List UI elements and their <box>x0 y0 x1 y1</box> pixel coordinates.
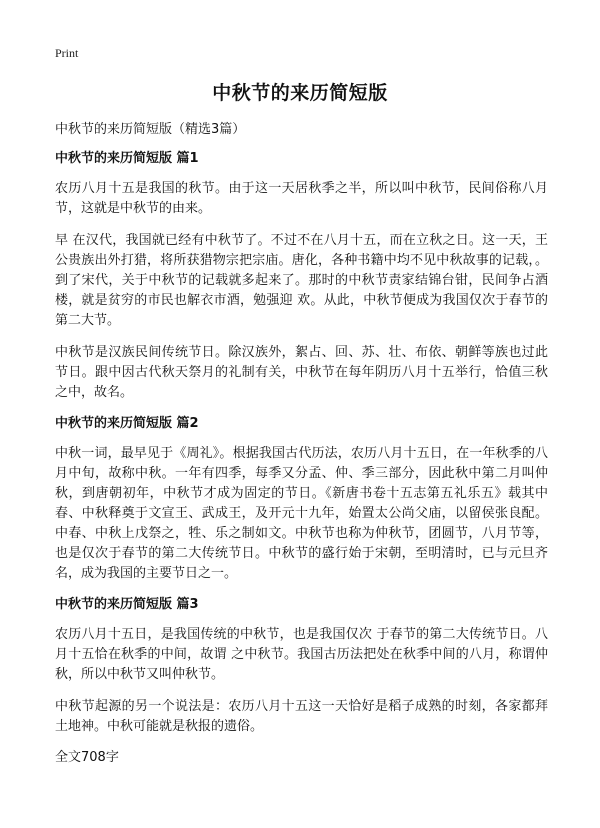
paragraph: 中秋节是汉族民间传统节日。除汉族外，絮占、回、苏、壮、布依、朝鲜等族也过此节日。跟中因古代秋天祭月的礼制有关，中秋节在每年阴历八月十五举行，恰值三秋之中，故名。 <box>55 345 548 400</box>
paragraph: 早 在汉代，我国就已经有中秋节了。不过不在八月十五，而在立秋之日。这一天，王公贵族出外打猎，将所获猎物宗把宗庙。唐化，各种书籍中均不见中秋故事的记载，。到了宋代，关于中秋节的记载就多起来了。那时的中秋节责家结锦台钳，民间争占酒楼，就是贫穷的市民也解衣市酒，勉强迎 欢。从此，中秋节便成为我国仅次于春节的第二大节。 <box>55 233 548 328</box>
section-1 <box>55 150 548 403</box>
section-2 <box>55 415 548 584</box>
paragraph: 中秋节起源的另一个说法是：农历八月十五这一天恰好是稻子成熟的时刻，各家都拜土地神。中秋可能就是秋报的遗俗。 <box>55 699 548 734</box>
document-body <box>55 121 548 767</box>
section-heading: 中秋节的来历简短版 篇1 <box>55 151 199 166</box>
word-count: 全文708字 <box>55 750 119 765</box>
paragraph: 中秋一词，最早见于《周礼》。根据我国古代历法，农历八月十五日，在一年秋季的八月中旬，故称中秋。一年有四季，每季又分孟、仲、季三部分，因此秋中第二月叫仲秋，到唐朝初年，中秋节才成为固定的节日。《新唐书卷十五志第五礼乐五》载其中春、中秋释奠于文宣王、武成王，及开元十九年，始置太公尚父庙，以留侯张良配。中春、中秋上戊祭之，牲、乐之制如文。中秋节也称为仲秋节，团圆节，八月节等，也是仅次于春节的第二大传统节日。中秋节的盛行始于宋朝，至明清时，已与元旦齐名，成为我国的主要节日之一。 <box>55 446 548 581</box>
print-link[interactable]: Print <box>55 46 79 60</box>
paragraph: 农历八月十五是我国的秋节。由于这一天居秋季之半，所以叫中秋节，民间俗称八月节，这就是中秋节的由来。 <box>55 181 548 216</box>
document-subtitle: 中秋节的来历简短版（精选3篇） <box>55 122 246 137</box>
paragraph: 农历八月十五日，是我国传统的中秋节，也是我国仅次 于春节的第二大传统节日。八月十五恰在秋季的中间，故谓 之中秋节。我国古历法把处在秋季中间的八月，称谓仲秋，所以中秋节又叫仲秋节。 <box>55 627 548 682</box>
section-heading: 中秋节的来历简短版 篇3 <box>55 597 199 612</box>
section-heading: 中秋节的来历简短版 篇2 <box>55 416 199 431</box>
section-3 <box>55 596 548 737</box>
page-title: 中秋节的来历简短版 <box>212 82 388 104</box>
